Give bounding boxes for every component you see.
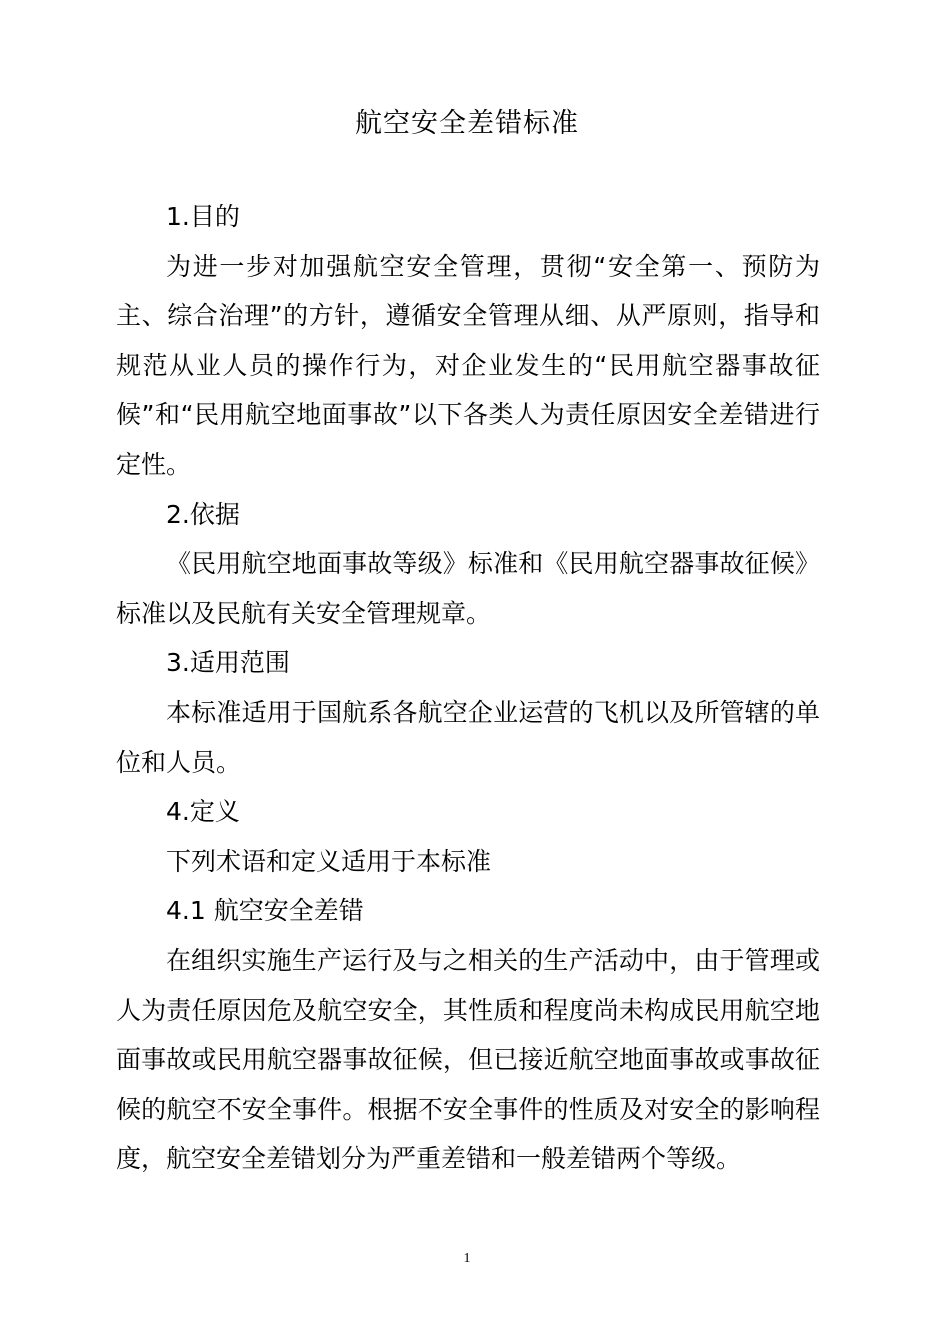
- section-heading-scope: 3.适用范围: [166, 648, 290, 678]
- section-heading-basis: 2.依据: [166, 499, 240, 529]
- paragraph-scope: 本标准适用于国航系各航空企业运营的飞机以及所管辖的单位和人员。: [116, 697, 820, 777]
- document-title: 航空安全差错标准: [355, 108, 579, 139]
- page-number: 1: [463, 1251, 471, 1266]
- paragraph-definitions-intro: 下列术语和定义适用于本标准: [166, 846, 492, 876]
- paragraph-basis: 《民用航空地面事故等级》标准和《民用航空器事故征候》标准以及民航有关安全管理规章。: [116, 549, 820, 628]
- subsection-heading-safety-error: 4.1 航空安全差错: [166, 896, 364, 926]
- paragraph-purpose: 为进一步对加强航空安全管理，贯彻“安全第一、预防为主、综合治理”的方针，遵循安全管理从细、从严原则，指导和规范从业人员的操作行为，对企业发生的“民用航空器事故征候”和“民用航空地面事故”以下各类人为责任原因安全差错进行定性。: [116, 251, 820, 479]
- section-heading-purpose: 1.目的: [166, 202, 240, 231]
- paragraph-safety-error-definition: 在组织实施生产运行及与之相关的生产活动中，由于管理或人为责任原因危及航空安全，其性质和程度尚未构成民用航空地面事故或民用航空器事故征候，但已接近航空地面事故或事故征候的航空不安全事件。根据不安全事件的性质及对安全的影响程度，航空安全差错划分为严重差错和一般差错两个等级。: [116, 945, 820, 1174]
- section-heading-definitions: 4.定义: [166, 797, 240, 827]
- document-body: [116, 192, 820, 1184]
